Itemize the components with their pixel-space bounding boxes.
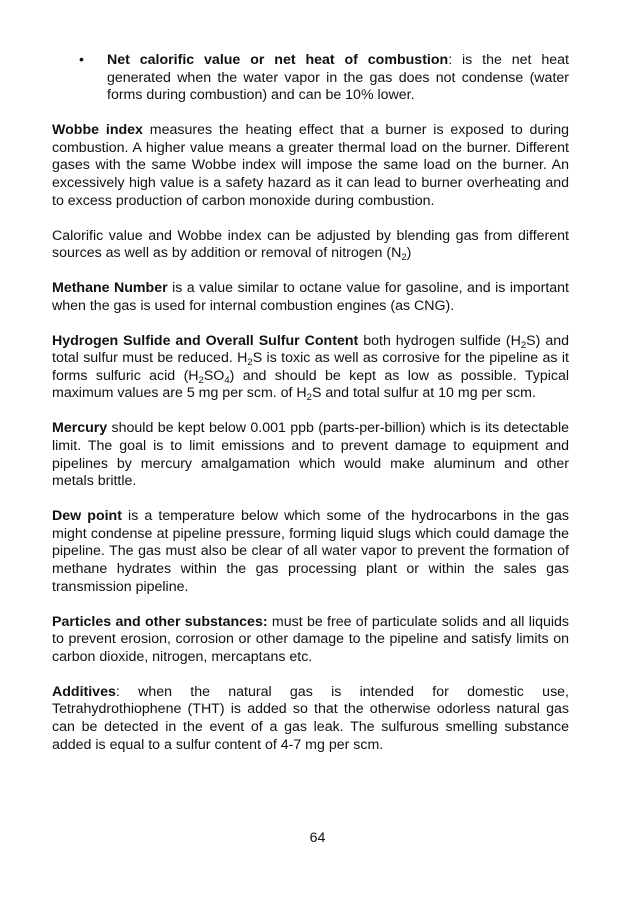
subscript: 2 xyxy=(401,252,407,264)
paragraph-mercury xyxy=(52,420,569,490)
text-wobbe: measures the heating effect that a burner is exposed to during combustion. A higher value means a greater thermal load on the burner. Different gases with the same Wobbe index will impose the same load on the burner. An excessively high value is a safety hazard as it can lead to burner overheating and to excess production of carbon monoxide during combustion. xyxy=(52,122,569,209)
term-sulfur: Hydrogen Sulfide and Overall Sulfur Content xyxy=(52,332,359,349)
text-net-calorific: : is the net heat generated when the water vapor in the gas does not condense (water forms during combustion) and can be 10% lower. xyxy=(107,52,569,104)
text-sulfur-3: S is toxic as well as corrosive for the pipeline as it forms sulfuric acid (H xyxy=(52,350,570,384)
text-dew-point: is a temperature below which some of the hydrocarbons in the gas might condense at pipeline pressure, forming liquid slugs which could damage the pipeline. The gas must also be clear of all water vapor to prevent the formation of methane hydrates within the gas processing plant or within the sales gas transmission pipeline. xyxy=(52,508,570,595)
text-calorific: Calorific value and Wobbe index can be adjusted by blending gas from different sources as well as by addition or removal of nitrogen (N xyxy=(52,227,569,262)
paragraph-wobbe xyxy=(52,122,569,210)
text-methane: is a value similar to octane value for gasoline, and is important when the gas is used for internal combustion engines (as CNG). xyxy=(52,280,570,314)
subscript: 2 xyxy=(306,392,312,404)
term-methane: Methane Number xyxy=(52,280,168,297)
term-net-calorific: Net calorific value or net heat of combustion xyxy=(107,52,449,68)
text-mercury: should be kept below 0.001 ppb (parts-per-billion) which is its detectable limit. The goal is to limit emissions and to prevent damage to equipment and pipelines by mercury amalgamation which would make aluminum and other metals brittle. xyxy=(52,420,569,490)
paragraph-sulfur xyxy=(52,333,569,403)
text-calorific-end: ) xyxy=(406,245,412,262)
subscript: 2 xyxy=(198,374,204,386)
text-particles: must be free of particulate solids and all liquids to prevent erosion, corrosion or other damage to the pipeline and satisfy limits on carbon dioxide, nitrogen, mercaptans etc. xyxy=(52,613,569,665)
text-sulfur-5: ) and should be kept as low as possible. Typical maximum values are 5 mg per scm. of H xyxy=(52,367,569,402)
term-particles: Particles and other substances: xyxy=(52,613,268,630)
page-body xyxy=(52,52,569,772)
text-sulfur-6: S and total sulfur at 10 mg per scm. xyxy=(311,385,536,402)
paragraph-additives xyxy=(52,684,569,754)
text-sulfur-1: both hydrogen sulfide (H xyxy=(358,332,521,349)
text-sulfur-2: S) and total sulfur must be reduced. H xyxy=(52,332,569,367)
paragraph-calorific xyxy=(52,228,569,263)
paragraph-methane xyxy=(52,280,569,315)
subscript: 2 xyxy=(520,339,527,351)
term-additives: Additives xyxy=(52,683,116,700)
text-sulfur-4: SO xyxy=(203,367,225,384)
subscript: 4 xyxy=(224,374,230,386)
paragraph-particles xyxy=(52,614,569,667)
term-dew-point: Dew point xyxy=(52,508,122,525)
bullet-dot: • xyxy=(79,52,84,68)
subscript: 2 xyxy=(247,357,253,369)
term-mercury: Mercury xyxy=(52,420,108,437)
page-number: 64 xyxy=(309,830,326,846)
text-additives: : when the natural gas is intended for domestic use, Tetrahydrothiophene (THT) is added so that the otherwise odorless natural gas can be detected in the event of a gas leak. The sulfurous smelling substance added is equal to a sulfur content of 4-7 mg per scm. xyxy=(52,683,569,753)
term-wobbe: Wobbe index xyxy=(52,122,143,139)
bullet-net-calorific xyxy=(52,52,569,105)
paragraph-dew-point xyxy=(52,508,569,596)
